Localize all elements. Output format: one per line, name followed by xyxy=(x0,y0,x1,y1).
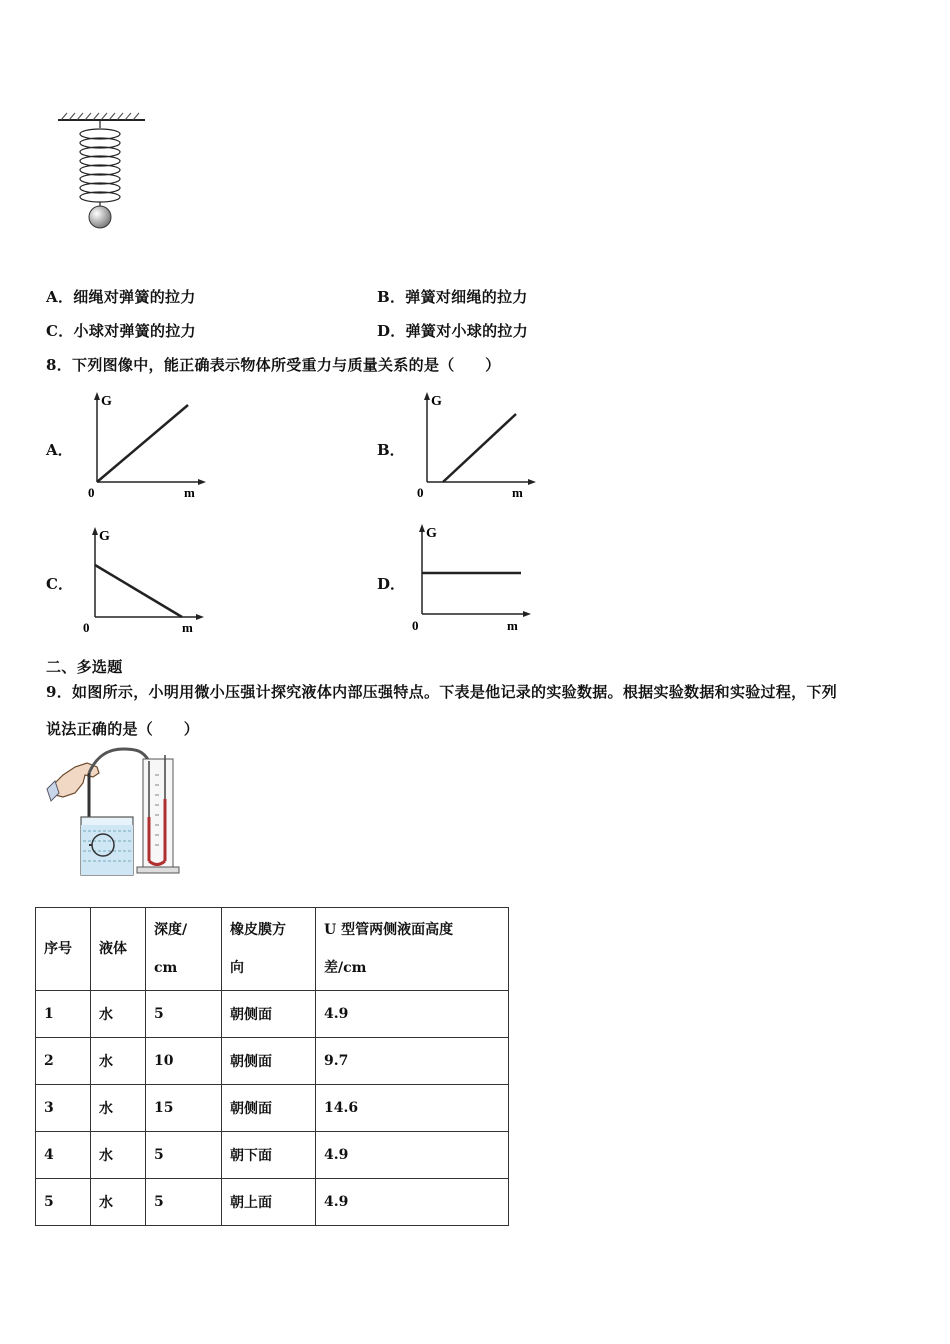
graph-a-y-label: G xyxy=(101,394,112,409)
graph-b-origin: 0 xyxy=(417,485,424,500)
graph-c xyxy=(78,525,208,640)
table-header-cell: U 型管两侧液面高度 差/cm xyxy=(316,908,509,991)
graph-a xyxy=(80,390,210,505)
table-row: 3 水 15 朝侧面 14.6 xyxy=(36,1085,509,1132)
q7-option-d: D．弹簧对小球的拉力 xyxy=(377,322,529,340)
table-header-cell: 液体 xyxy=(91,908,146,991)
table-header-cell: 深度/ cm xyxy=(146,908,222,991)
q9-stem-line1: 9．如图所示，小明用微小压强计探究液体内部压强特点。下表是他记录的实验数据。根据实验数据和实验过程，下列 xyxy=(46,683,838,701)
table-row: 4 水 5 朝下面 4.9 xyxy=(36,1132,509,1179)
graph-c-x-label: m xyxy=(182,620,193,635)
table-row: 2 水 10 朝侧面 9.7 xyxy=(36,1038,509,1085)
graph-d-origin: 0 xyxy=(412,618,419,633)
graph-d-x-label: m xyxy=(507,618,518,633)
table-row: 1 水 5 朝侧面 4.9 xyxy=(36,991,509,1038)
q8-option-c-label: C． xyxy=(46,575,73,593)
table-header-cell: 序号 xyxy=(36,908,91,991)
q7-option-a: A．细绳对弹簧的拉力 xyxy=(46,288,196,306)
graph-b-y-label: G xyxy=(431,394,442,409)
graph-d xyxy=(405,522,535,637)
table-row: 5 水 5 朝上面 4.9 xyxy=(36,1179,509,1226)
graph-b xyxy=(410,390,540,505)
q8-option-d-label: D． xyxy=(377,575,406,593)
graph-a-origin: 0 xyxy=(88,485,95,500)
graph-b-x-label: m xyxy=(512,485,523,500)
graph-a-x-label: m xyxy=(184,485,195,500)
graph-d-y-label: G xyxy=(426,526,437,541)
graph-c-origin: 0 xyxy=(83,620,90,635)
spring-ball-figure xyxy=(55,110,150,235)
q8-option-b-label: B． xyxy=(377,441,405,459)
q7-option-b: B．弹簧对细绳的拉力 xyxy=(377,288,528,306)
table-header-cell: 橡皮膜方 向 xyxy=(222,908,316,991)
q9-stem-line2: 说法正确的是（ ） xyxy=(46,720,200,738)
section-title: 二、多选题 xyxy=(46,658,123,676)
table-header-row xyxy=(36,908,509,991)
q8-option-a-label: A． xyxy=(46,441,73,459)
pressure-data-table xyxy=(35,907,509,1226)
pressure-gauge-figure xyxy=(45,745,185,880)
q7-option-c: C．小球对弹簧的拉力 xyxy=(46,322,196,340)
q8-stem: 8．下列图像中，能正确表示物体所受重力与质量关系的是（ ） xyxy=(46,356,501,374)
graph-c-y-label: G xyxy=(99,529,110,544)
